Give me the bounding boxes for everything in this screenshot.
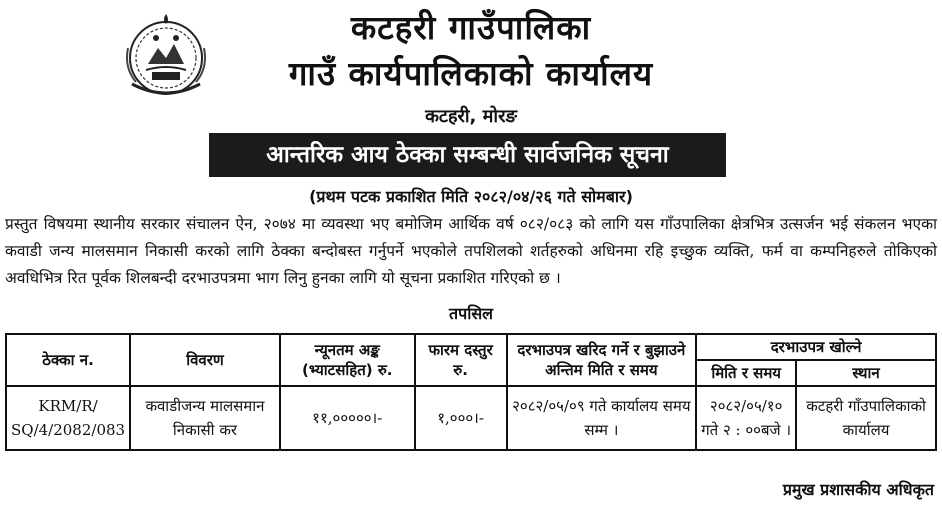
header-opening: दरभाउपत्र खोल्ने bbox=[696, 334, 936, 360]
tender-schedule-table bbox=[5, 333, 937, 451]
header-min-amount: न्यूनतम अङ्क (भ्याटसहित) रु. bbox=[280, 334, 415, 386]
organization-name: कटहरी गाउँपालिका bbox=[350, 8, 592, 47]
cell-min-amount: ११,०००००।- bbox=[280, 386, 415, 450]
header-contract-no: ठेक्का न. bbox=[6, 334, 130, 386]
table-row bbox=[6, 386, 936, 450]
cell-form-fee: १,०००।- bbox=[415, 386, 507, 450]
schedule-label: तपसिल bbox=[448, 304, 494, 323]
office-address: कटहरी, मोरङ bbox=[425, 106, 517, 127]
publication-note: (प्रथम पटक प्रकाशित मिति २०८२/०४/२६ गते सोमबार) bbox=[309, 187, 633, 206]
cell-opening-datetime: २०८२/०५/१० गते २ : ००बजे । bbox=[696, 386, 796, 450]
table-header-row bbox=[6, 334, 936, 360]
header-deadline: दरभाउपत्र खरिद गर्ने र बुझाउने अन्तिम मिति र समय bbox=[507, 334, 697, 386]
notice-body-text: प्रस्तुत विषयमा स्थानीय सरकार संचालन ऐन, २०७४ मा व्यवस्था भए बमोजिम आर्थिक वर्ष ०८२/०८३ को लागि यस गाँउपालिका क्षेत्रभित्र उत्सर्जन भई संकलन भएका कवाडी जन्य मालसमान निकासी करको लागि ठेक्का बन्दोबस्त गर्नुपर्ने भएकोले तपशिलको शर्तहरुको अधिनमा रहि इच्छुक व्यक्ति, फर्म वा कम्पनिहरुले तोकिएको अवधिभित्र रित पूर्वक शिलबन्दी दरभाउपत्रमा भाग लिनु हुनका लागि यो सूचना प्रकाशित गरिएको छ । bbox=[5, 215, 937, 287]
cell-contract-no: KRM/R/ SQ/4/2082/083 bbox=[6, 386, 130, 450]
cell-deadline: २०८२/०५/०९ गते कार्यालय समय सम्म । bbox=[507, 386, 697, 450]
signatory-title: प्रमुख प्रशासकीय अधिकृत bbox=[782, 480, 934, 499]
header-description: विवरण bbox=[130, 334, 280, 386]
cell-opening-place: कटहरी गाँउपालिकाको कार्यालय bbox=[796, 386, 936, 450]
notice-title-banner: आन्तरिक आय ठेक्का सम्बन्धी सार्वजनिक सूचना bbox=[209, 133, 726, 177]
header-form-fee: फारम दस्तुर रु. bbox=[415, 334, 507, 386]
header-opening-datetime: मिति र समय bbox=[696, 360, 796, 386]
office-name: गाउँ कार्यपालिकाको कार्यालय bbox=[288, 54, 654, 93]
cell-description: कवाडीजन्य मालसमान निकासी कर bbox=[130, 386, 280, 450]
header-opening-place: स्थान bbox=[796, 360, 936, 386]
